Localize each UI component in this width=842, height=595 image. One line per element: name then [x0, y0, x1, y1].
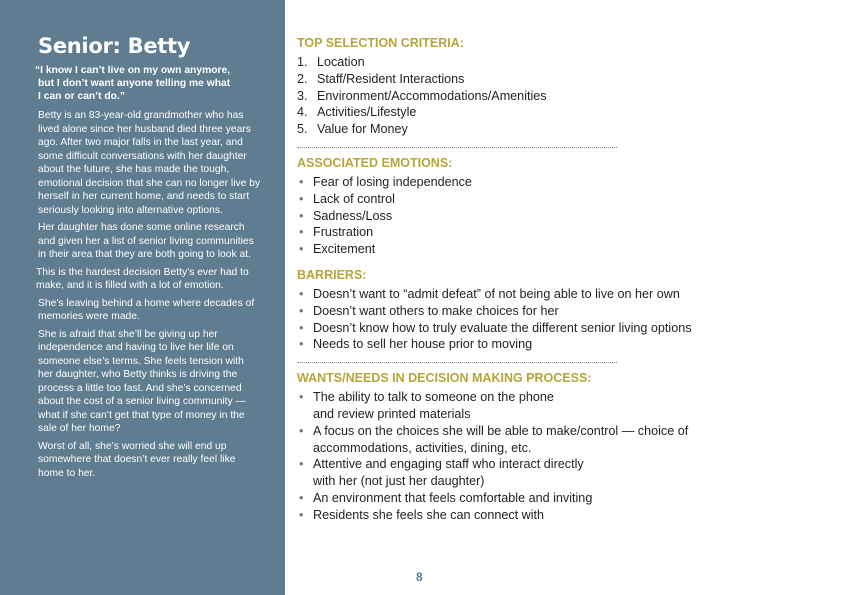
emotions-heading: ASSOCIATED EMOTIONS: [297, 155, 453, 170]
list-item: 2. Staff/Resident Interactions [297, 71, 465, 86]
list-item: 3. Environment/Accommodations/Amenities [297, 88, 547, 103]
bullet-icon: • [299, 507, 304, 522]
persona-quote [35, 64, 261, 103]
bullet-icon: • [299, 457, 304, 472]
persona-details [297, 30, 817, 524]
list-item: • Sadness/Loss [299, 208, 393, 223]
list-item: • Needs to sell her house prior to moving [299, 337, 533, 352]
list-item: • The ability to talk to someone on the phone and review printed materials [299, 390, 554, 421]
list-item: • An environment that feels comfortable and inviting [299, 490, 593, 505]
quote-line: but I don’t want anyone telling me what [38, 78, 231, 89]
bio-paragraph: She’s leaving behind a home where decades of memories were made. [38, 297, 255, 322]
barriers-list [297, 286, 817, 353]
list-item: • Doesn’t want to “admit defeat” of not being able to live on her own [299, 286, 680, 301]
list-item: • Excitement [299, 242, 376, 257]
criteria-heading: TOP SELECTION CRITERIA: [297, 36, 464, 50]
list-item: • A focus on the choices she will be able to make/control — choice of accommodations, activities, dining, etc. [299, 423, 689, 455]
persona-bio [38, 109, 261, 480]
list-item: • Residents she feels she can connect with [299, 507, 545, 522]
bullet-icon: • [299, 174, 304, 189]
bio-paragraph: Betty is an 83-year-old grandmother who has lived alone since her husband died three years ago. After two major falls in the last year, and some difficult conversations with her daughter about the future, she has made the tough, emotional decision that she can no longer live by herself in her current home, and needs to start seriously looking into alternative options. [38, 110, 261, 216]
bullet-icon: • [299, 208, 304, 223]
list-item: • Fear of losing independence [299, 174, 472, 189]
bullet-icon: • [299, 337, 304, 352]
criteria-list [297, 54, 817, 138]
quote-line: “I know I can’t live on my own anymore, [35, 65, 231, 76]
page-number: 8 [416, 570, 423, 584]
emotions-list [297, 174, 817, 258]
list-item: 4. Activities/Lifestyle [297, 105, 417, 120]
bullet-icon: • [299, 303, 304, 318]
list-item: • Frustration [299, 225, 374, 240]
bullet-icon: • [299, 286, 304, 301]
dotted-divider [297, 362, 617, 363]
bio-paragraph: This is the hardest decision Betty’s ever had to make, and it is filled with a lot of emotion. [36, 266, 249, 291]
wants-heading: WANTS/NEEDS IN DECISION MAKING PROCESS: [297, 371, 592, 386]
bio-paragraph: Her daughter has done some online research and given her a list of senior living communities in their area that they are both going to look at. [38, 222, 254, 260]
bullet-icon: • [299, 191, 304, 206]
bio-paragraph: She is afraid that she’ll be giving up her independence and having to live her life on someone else’s terms. She feels tension with her daughter, who Betty thinks is driving the process a little too fast. And she’s concerned about the cost of a senior living community — what if she can’t get that type of money in the sale of her home? [38, 328, 246, 434]
bullet-icon: • [299, 423, 304, 438]
list-item: • Attentive and engaging staff who interact directly with her (not just her daughter) [299, 457, 584, 489]
wants-list [297, 389, 817, 523]
bullet-icon: • [299, 242, 304, 257]
bullet-icon: • [299, 490, 304, 505]
quote-line: I can or can’t do.” [38, 91, 125, 102]
bio-paragraph: Worst of all, she’s worried she will end up somewhere that doesn’t ever really feel like home to her. [38, 440, 236, 479]
list-item: • Doesn’t know how to truly evaluate the different senior living options [299, 320, 692, 335]
persona-title: Senior: Betty [38, 34, 191, 58]
bullet-icon: • [299, 390, 304, 405]
list-item: 1. Location [297, 55, 365, 69]
dotted-divider [297, 147, 617, 148]
barriers-heading: BARRIERS: [297, 267, 367, 282]
bullet-icon: • [299, 320, 304, 335]
bullet-icon: • [299, 225, 304, 240]
list-item: • Doesn’t want others to make choices for her [299, 303, 559, 318]
persona-sidebar [0, 0, 285, 595]
list-item: • Lack of control [299, 191, 395, 206]
list-item: 5. Value for Money [297, 122, 408, 137]
